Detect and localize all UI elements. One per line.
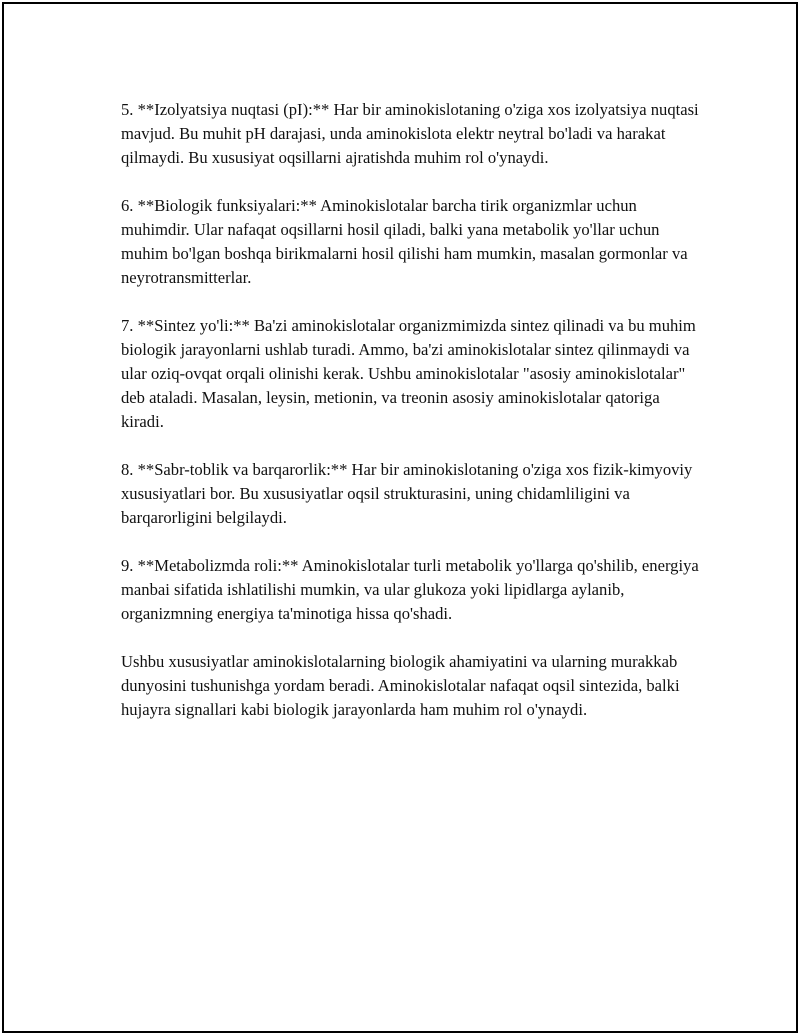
paragraph-synthesis-pathway: 7. **Sintez yo'li:** Ba'zi aminokislotalar organizmimizda sintez qilinadi va bu muhim biologik jarayonlarni ushlab turadi. Ammo, ba'zi aminokislotalar sintez qilinmaydi va ular oziq-ovqat orqali olinishi kerak. Ushbu aminokislotalar "asosiy aminokislotalar" deb ataladi. Masalan, leysin, metionin, va treonin asosiy aminokislotalar qatoriga kiradi. (121, 316, 696, 431)
paragraph-biological-functions: 6. **Biologik funksiyalari:** Aminokislotalar barcha tirik organizmlar uchun muhimdir. Ular nafaqat oqsillarni hosil qiladi, balki yana metabolik yo'llar uchun muhim bo'lgan boshqa birikmalarni hosil qilishi ham mumkin, masalan gormonlar va neyrotransmitterlar. (121, 196, 688, 287)
paragraph-metabolism-role: 9. **Metabolizmda roli:** Aminokislotalar turli metabolik yo'llarga qo'shilib, energiya manbai sifatida ishlatilishi mumkin, va ular glukoza yoki lipidlarga aylanib, organizmning energiya ta'minotiga hissa qo'shadi. (121, 556, 699, 623)
paragraph-isoelectric-point: 5. **Izolyatsiya nuqtasi (pI):** Har bir aminokislotaning o'ziga xos izolyatsiya nuqtasi mavjud. Bu muhit pH darajasi, unda aminokislota elektr neytral bo'ladi va harakat qilmaydi. Bu xususiyat oqsillarni ajratishda muhim rol o'ynaydi. (121, 100, 699, 167)
document-body (121, 98, 701, 746)
page-frame (2, 2, 798, 1033)
paragraph-stability: 8. **Sabr-toblik va barqarorlik:** Har bir aminokislotaning o'ziga xos fizik-kimyoviy xususiyatlari bor. Bu xususiyatlar oqsil strukturasini, uning chidamliligini va barqarorligini belgilaydi. (121, 460, 693, 527)
paragraph-conclusion: Ushbu xususiyatlar aminokislotalarning biologik ahamiyatini va ularning murakkab dunyosini tushunishga yordam beradi. Aminokislotalar nafaqat oqsil sintezida, balki hujayra signallari kabi biologik jarayonlarda ham muhim rol o'ynaydi. (121, 652, 680, 719)
